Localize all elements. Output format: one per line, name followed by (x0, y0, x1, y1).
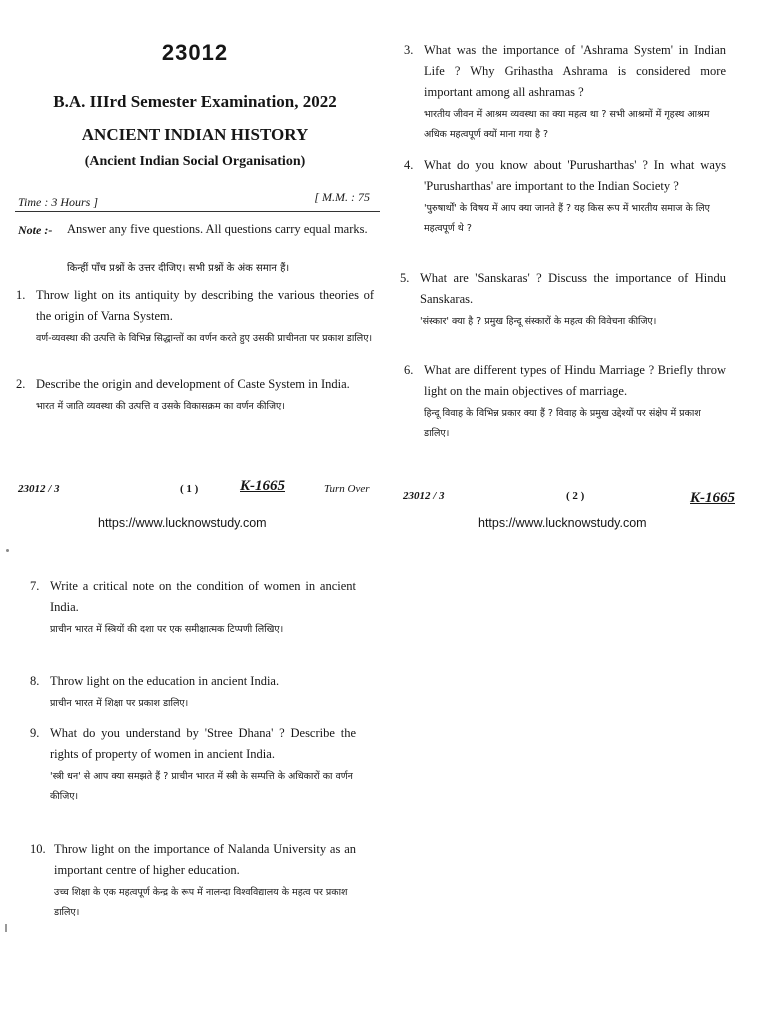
page-number: ( 1 ) (180, 483, 199, 495)
question-3 (404, 40, 726, 145)
question-hindi: उच्च शिक्षा के एक महत्वपूर्ण केन्द्र के रूप में नालन्दा विश्वविद्यालय के महत्व पर प्रकाश डालिए। (54, 887, 348, 918)
question-7 (30, 576, 356, 640)
question-hindi: 'संस्कार' क्या है ? प्रमुख हिन्दू संस्कारों के महत्व की विवेचना कीजिए। (420, 316, 657, 327)
question-hindi: 'पुरुषार्थों' के विषय में आप क्या जानते हैं ? यह किस रूप में भारतीय समाज के लिए महत्वपूर्ण थे ? (424, 203, 710, 234)
max-marks-label: [ M.M. : 75 (314, 190, 370, 204)
scan-speck (6, 549, 9, 552)
question-10 (30, 839, 356, 923)
question-english: Describe the origin and development of Caste System in India. (36, 377, 350, 391)
subject-title: ANCIENT INDIAN HISTORY (81, 125, 309, 144)
question-5 (400, 268, 726, 332)
question-hindi: भारत में जाति व्यवस्था की उत्पत्ति व उसके विकासक्रम का वर्णन कीजिए। (36, 401, 285, 412)
turn-over-label: Turn Over (324, 483, 370, 495)
question-number: 5. (400, 271, 410, 285)
question-1 (16, 285, 374, 349)
note-english: Answer any five questions. All questions carry equal marks. (67, 222, 368, 236)
question-english: What was the importance of 'Ashrama System' in Indian Life ? Why Grihastha Ashrama is considered more important among all ashramas ? (424, 43, 726, 99)
question-number: 2. (16, 377, 26, 391)
time-label: Time : 3 Hours ] (18, 195, 99, 209)
question-hindi: हिन्दू विवाह के विभिन्न प्रकार क्या हैं ? विवाह के प्रमुख उद्देश्यों पर संक्षेप में प्रकाश डालिए। (424, 408, 701, 439)
footer-code: 23012 / 3 (18, 483, 60, 495)
k-code: K-1665 (690, 490, 735, 506)
question-hindi: प्राचीन भारत में स्त्रियों की दशा पर एक समीक्षात्मक टिप्पणी लिखिए। (50, 624, 284, 635)
question-english: What are 'Sanskaras' ? Discuss the importance of Hindu Sanskaras. (420, 271, 726, 306)
question-hindi: वर्ण-व्यवस्था की उत्पत्ति के विभिन्न सिद्धान्तों का वर्णन करते हुए उसकी प्राचीनता पर प्रकाश डालिए। (36, 333, 373, 344)
k-code: K-1665 (240, 478, 285, 494)
footer-code: 23012 / 3 (403, 490, 445, 502)
question-english: Write a critical note on the condition of women in ancient India. (50, 579, 356, 614)
question-4 (404, 155, 726, 239)
question-number: 7. (30, 579, 40, 593)
page-number: ( 2 ) (566, 490, 585, 502)
paper-code: 23012 (161, 40, 229, 65)
question-hindi: प्राचीन भारत में शिक्षा पर प्रकाश डालिए। (50, 698, 189, 709)
question-number: 1. (16, 288, 26, 302)
question-english: What do you understand by 'Stree Dhana' ? Describe the rights of property of women in ancient India. (50, 726, 356, 761)
question-number: 10. (30, 842, 46, 856)
question-english: Throw light on the education in ancient India. (50, 674, 280, 688)
note-label: Note :- (18, 223, 53, 237)
question-hindi: भारतीय जीवन में आश्रम व्यवस्था का क्या महत्व था ? सभी आश्रमों में गृहस्थ आश्रम अधिक महत्वपूर्ण क्यों माना गया है ? (424, 109, 710, 140)
question-number: 4. (404, 158, 414, 172)
note-hindi: किन्हीं पाँच प्रश्नों के उत्तर दीजिए। सभी प्रश्नों के अंक समान हैं। (67, 263, 290, 274)
question-number: 9. (30, 726, 40, 740)
paper-title: (Ancient Indian Social Organisation) (84, 154, 306, 169)
question-english: What are different types of Hindu Marriage ? Briefly throw light on the main objectives of marriage. (424, 363, 726, 398)
question-english: Throw light on its antiquity by describing the various theories of the origin of Varna System. (36, 288, 374, 323)
question-number: 8. (30, 674, 40, 688)
question-english: What do you know about 'Purusharthas' ? In what ways 'Purusharthas' are important to the Indian Society ? (424, 158, 726, 193)
scan-mark (5, 924, 7, 932)
question-9 (30, 723, 356, 807)
question-6 (404, 360, 726, 444)
header-divider (15, 211, 380, 212)
question-number: 3. (404, 43, 414, 57)
question-hindi: 'स्त्री धन' से आप क्या समझते हैं ? प्राचीन भारत में स्त्री के सम्पत्ति के अधिकारों का वर्णन कीजिए। (50, 771, 353, 802)
question-8 (30, 671, 356, 714)
website-link-right[interactable]: https://www.lucknowstudy.com (478, 516, 647, 530)
question-english: Throw light on the importance of Nalanda University as an important centre of higher education. (54, 842, 356, 877)
exam-title: B.A. IIIrd Semester Examination, 2022 (53, 92, 337, 111)
question-number: 6. (404, 363, 414, 377)
question-2 (16, 374, 374, 417)
website-link-left[interactable]: https://www.lucknowstudy.com (98, 516, 267, 530)
